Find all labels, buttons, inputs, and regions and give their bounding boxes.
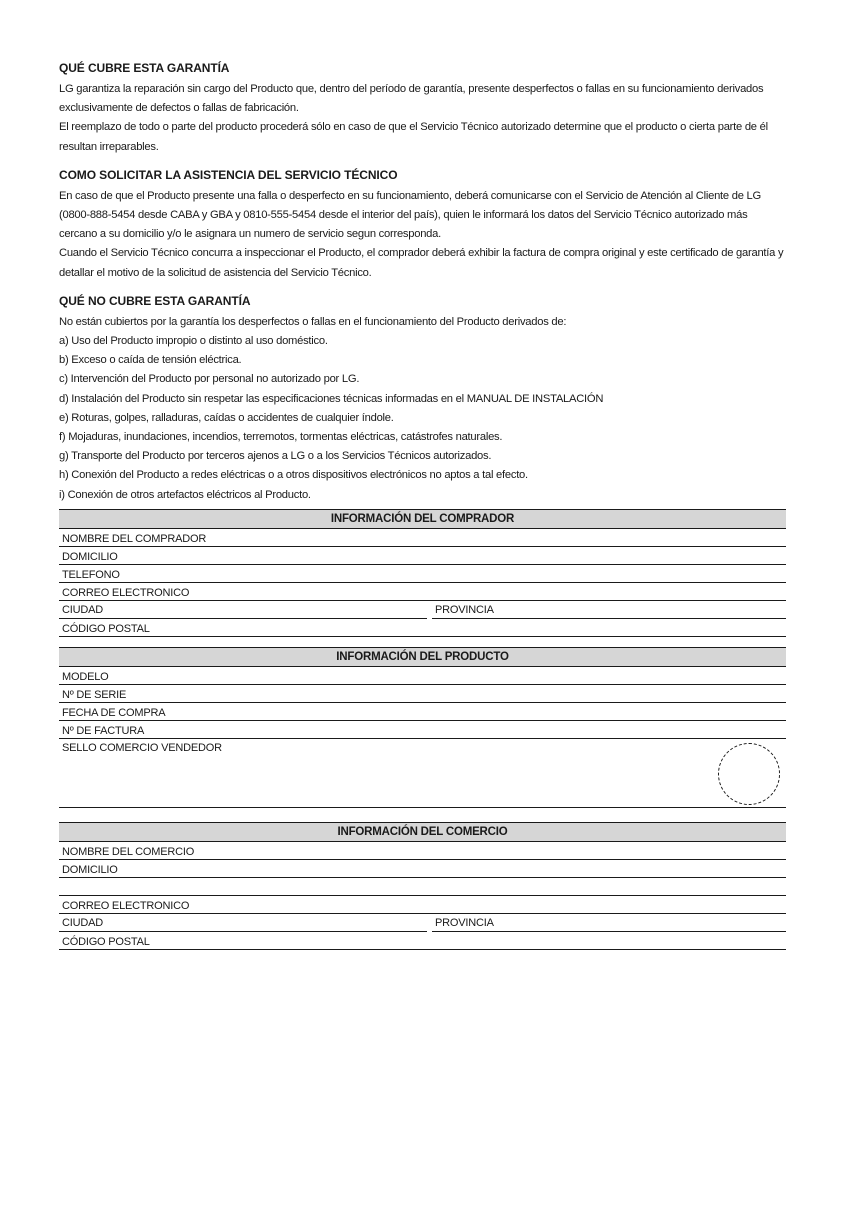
store-province-field[interactable]: PROVINCIA [432, 914, 786, 932]
store-postal-code-field[interactable]: CÓDIGO POSTAL [59, 932, 786, 950]
buyer-info-form [59, 509, 786, 637]
coverage-paragraph-1: LG garantiza la reparación sin cargo del Producto que, dentro del período de garantía, presente desperfectos o fallas en su funcionamiento derivados exclusivamente de defectos o fallas de fabricación. [59, 83, 764, 115]
product-serial-field[interactable]: Nº DE SERIE [59, 685, 786, 703]
seller-stamp-label: SELLO COMERCIO VENDEDOR [62, 741, 222, 754]
product-invoice-field[interactable]: Nº DE FACTURA [59, 721, 786, 739]
service-request-section [59, 167, 786, 283]
store-blank-field[interactable] [59, 878, 786, 896]
product-purchase-date-field[interactable]: FECHA DE COMPRA [59, 703, 786, 721]
buyer-city-province-row [59, 601, 786, 619]
service-request-paragraph-1: En caso de que el Producto presente una falla o desperfecto en su funcionamiento, deberá comunicarse con el Servicio de Atención al Cliente de LG (0800-888-5454 desde CABA y GBA y 0810-555-5454 desde el interior del país), quien le informará los datos del Servicio Técnico autorizado más cercano a su domicilio y/o le asignara un numero de servicio segun corresponda. [59, 189, 761, 241]
exclusions-intro: No están cubiertos por la garantía los desperfectos o fallas en el funcionamiento del Producto derivados de: [59, 315, 567, 328]
buyer-address-field[interactable]: DOMICILIO [59, 547, 786, 565]
buyer-info-header: INFORMACIÓN DEL COMPRADOR [59, 509, 786, 529]
coverage-title: QUÉ CUBRE ESTA GARANTÍA [59, 61, 230, 75]
warranty-page [59, 60, 786, 950]
store-name-field[interactable]: NOMBRE DEL COMERCIO [59, 842, 786, 860]
store-info-header: INFORMACIÓN DEL COMERCIO [59, 822, 786, 842]
product-model-field[interactable]: MODELO [59, 667, 786, 685]
exclusion-item: a) Uso del Producto impropio o distinto al uso doméstico. [59, 335, 328, 348]
service-request-title: COMO SOLICITAR LA ASISTENCIA DEL SERVICIO TÉCNICO [59, 167, 398, 182]
exclusion-item: b) Exceso o caída de tensión eléctrica. [59, 354, 242, 367]
buyer-province-field[interactable]: PROVINCIA [432, 601, 786, 619]
exclusion-item: d) Instalación del Producto sin respetar las especificaciones técnicas informadas en el MANUAL DE INSTALACIÓN [59, 392, 604, 405]
exclusions-title: QUÉ NO CUBRE ESTA GARANTÍA [59, 293, 251, 308]
store-email-field[interactable]: CORREO ELECTRONICO [59, 896, 786, 914]
store-info-form [59, 822, 786, 950]
store-city-province-row [59, 914, 786, 932]
service-request-paragraph-2: Cuando el Servicio Técnico concurra a inspeccionar el Producto, el comprador deberá exhibir la factura de compra original y este certificado de garantía y detallar el motivo de la solicitud de asistencia del Servicio Técnico. [59, 247, 784, 279]
exclusion-item: f) Mojaduras, inundaciones, incendios, terremotos, tormentas eléctricas, catástrofes naturales. [59, 431, 503, 444]
store-city-field[interactable]: CIUDAD [59, 914, 427, 932]
buyer-phone-field[interactable]: TELEFONO [59, 565, 786, 583]
seller-stamp-area[interactable] [59, 739, 786, 808]
buyer-postal-code-field[interactable]: CÓDIGO POSTAL [59, 619, 786, 637]
exclusion-item: h) Conexión del Producto a redes eléctricas o a otros dispositivos electrónicos no aptos a tal efecto. [59, 469, 528, 482]
store-address-field[interactable]: DOMICILIO [59, 860, 786, 878]
exclusion-item: c) Intervención del Producto por personal no autorizado por LG. [59, 373, 360, 386]
stamp-circle-icon [718, 743, 780, 805]
buyer-name-field[interactable]: NOMBRE DEL COMPRADOR [59, 529, 786, 547]
exclusion-item: g) Transporte del Producto por terceros ajenos a LG o a los Servicios Técnicos autorizados. [59, 450, 492, 463]
exclusions-section [59, 293, 786, 505]
coverage-paragraph-2: El reemplazo de todo o parte del producto procederá sólo en caso de que el Servicio Técnico autorizado determine que el producto o cierta parte de él resultan irreparables. [59, 121, 768, 153]
coverage-section [59, 60, 786, 157]
exclusion-item: i) Conexión de otros artefactos eléctricos al Producto. [59, 488, 311, 501]
exclusion-item: e) Roturas, golpes, ralladuras, caídas o accidentes de cualquier índole. [59, 411, 394, 424]
buyer-city-field[interactable]: CIUDAD [59, 601, 427, 619]
buyer-email-field[interactable]: CORREO ELECTRONICO [59, 583, 786, 601]
product-info-form [59, 647, 786, 808]
product-info-header: INFORMACIÓN DEL PRODUCTO [59, 647, 786, 667]
